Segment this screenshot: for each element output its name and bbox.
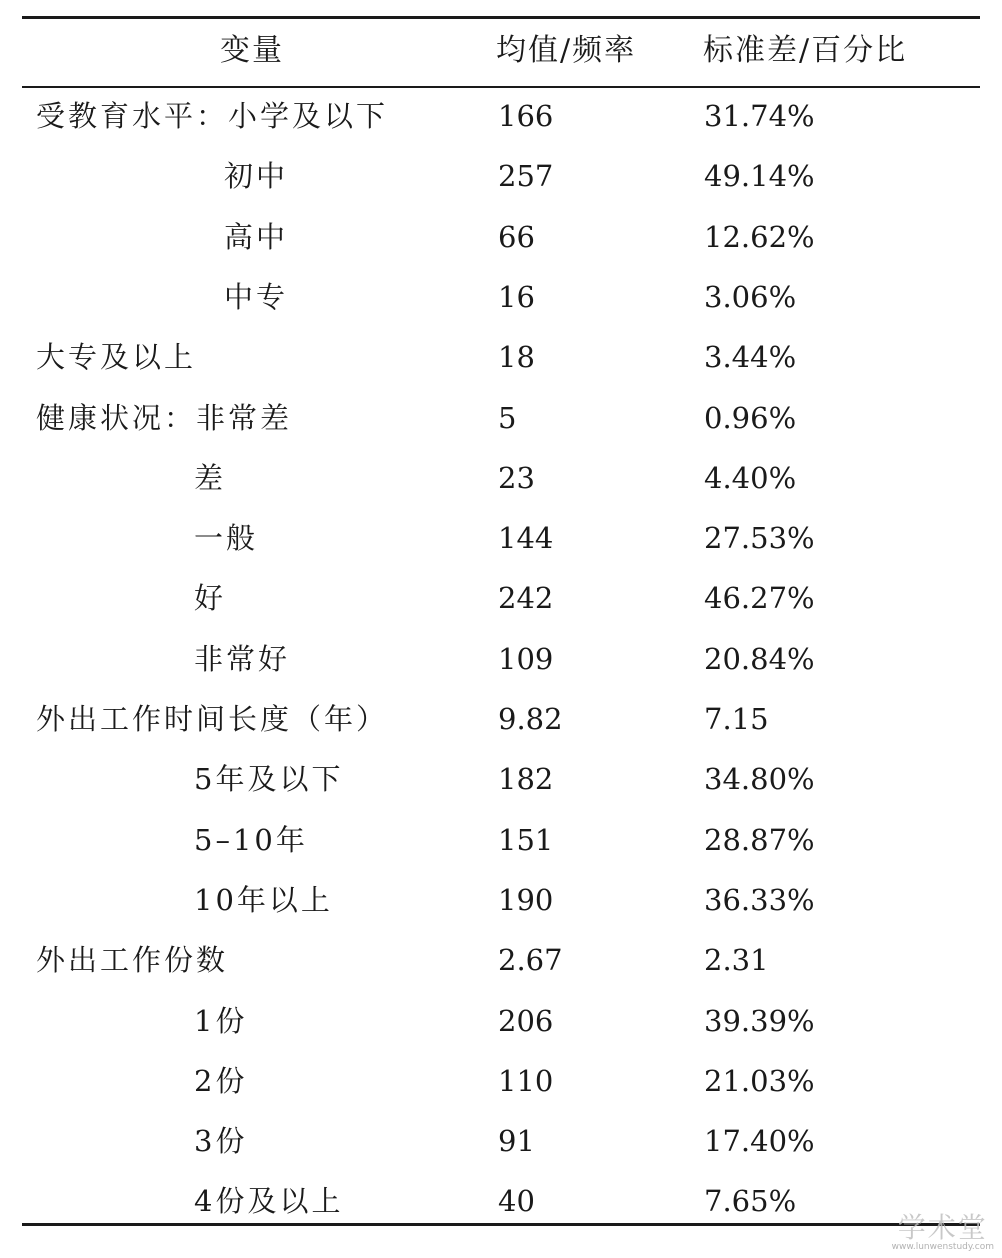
table-row	[22, 86, 980, 146]
header-variable: 变量	[220, 33, 284, 68]
row-std-percentage: 20.84%	[704, 641, 815, 676]
table-row	[22, 327, 980, 387]
row-std-percentage: 7.65%	[704, 1184, 797, 1219]
row-std-percentage: 2.31	[704, 943, 769, 978]
row-mean-frequency: 9.82	[498, 702, 563, 736]
row-std-percentage: 31.74%	[704, 99, 815, 133]
row-std-percentage: 21.03%	[704, 1063, 815, 1098]
row-label: 差	[194, 460, 227, 495]
row-std-percentage: 0.96%	[704, 400, 797, 435]
row-label: 好	[194, 581, 227, 616]
row-label: 中专	[224, 279, 289, 314]
table-row	[22, 568, 980, 628]
table-row	[22, 267, 980, 327]
row-label: 10年以上	[194, 882, 333, 917]
watermark-url: www.lunwenstudy.com	[891, 1242, 994, 1252]
row-std-percentage: 49.14%	[704, 159, 815, 194]
table-row	[22, 508, 980, 568]
table-row	[22, 870, 980, 930]
table-row	[22, 207, 980, 267]
row-std-percentage: 3.06%	[704, 279, 797, 314]
row-mean-frequency: 110	[498, 1063, 554, 1098]
row-mean-frequency: 206	[498, 1003, 554, 1038]
row-std-percentage: 39.39%	[704, 1003, 815, 1038]
row-label: 初中	[224, 159, 289, 194]
row-label: 外出工作份数	[36, 943, 229, 978]
row-label: 2份	[194, 1063, 248, 1098]
row-mean-frequency: 190	[498, 882, 554, 917]
row-label: 非常好	[194, 641, 291, 676]
row-std-percentage: 27.53%	[704, 521, 815, 556]
row-label: 健康状况：非常差	[36, 400, 293, 435]
header-mean-frequency: 均值/频率	[496, 33, 637, 68]
row-label: 受教育水平：小学及以下	[36, 99, 389, 133]
row-mean-frequency: 5	[498, 400, 517, 435]
row-mean-frequency: 144	[498, 521, 554, 556]
row-mean-frequency: 23	[498, 460, 535, 495]
row-label: 外出工作时间长度（年）	[36, 702, 389, 736]
row-std-percentage: 28.87%	[704, 822, 815, 857]
row-label: 1份	[194, 1003, 248, 1038]
table-header	[22, 16, 980, 86]
row-mean-frequency: 151	[498, 822, 554, 857]
watermark	[891, 1211, 994, 1252]
row-std-percentage: 4.40%	[704, 460, 797, 495]
row-mean-frequency: 16	[498, 279, 535, 314]
row-std-percentage: 12.62%	[704, 219, 815, 254]
row-std-percentage: 36.33%	[704, 882, 815, 917]
table-row	[22, 810, 980, 870]
row-mean-frequency: 91	[498, 1124, 535, 1159]
row-mean-frequency: 182	[498, 762, 554, 797]
row-std-percentage: 17.40%	[704, 1124, 815, 1159]
row-std-percentage: 3.44%	[704, 340, 797, 375]
row-mean-frequency: 257	[498, 159, 554, 194]
table-bottom-rule	[22, 1223, 980, 1226]
table-row	[22, 930, 980, 990]
row-mean-frequency: 66	[498, 219, 535, 254]
row-label: 5–10年	[194, 822, 308, 857]
table-row	[22, 629, 980, 689]
row-label: 4份及以上	[194, 1184, 344, 1219]
table-row	[22, 146, 980, 206]
row-mean-frequency: 166	[498, 99, 554, 133]
header-std-percentage: 标准差/百分比	[703, 33, 908, 68]
table-row	[22, 991, 980, 1051]
table-row	[22, 1111, 980, 1171]
watermark-logo: 学术堂	[897, 1211, 988, 1244]
row-mean-frequency: 40	[498, 1184, 535, 1219]
row-mean-frequency: 18	[498, 340, 535, 375]
table-row	[22, 1051, 980, 1111]
row-std-percentage: 34.80%	[704, 762, 815, 797]
row-label: 大专及以上	[36, 340, 197, 375]
row-mean-frequency: 242	[498, 581, 554, 616]
row-std-percentage: 7.15	[704, 702, 769, 736]
row-mean-frequency: 2.67	[498, 943, 563, 978]
table-row	[22, 448, 980, 508]
row-mean-frequency: 109	[498, 641, 554, 676]
table-row	[22, 388, 980, 448]
statistics-table	[22, 16, 980, 1228]
row-label: 3份	[194, 1124, 248, 1159]
row-std-percentage: 46.27%	[704, 581, 815, 616]
table-row	[22, 749, 980, 809]
row-label: 高中	[224, 219, 289, 254]
row-label: 5年及以下	[194, 762, 344, 797]
table-row	[22, 689, 980, 749]
row-label: 一般	[194, 521, 259, 556]
